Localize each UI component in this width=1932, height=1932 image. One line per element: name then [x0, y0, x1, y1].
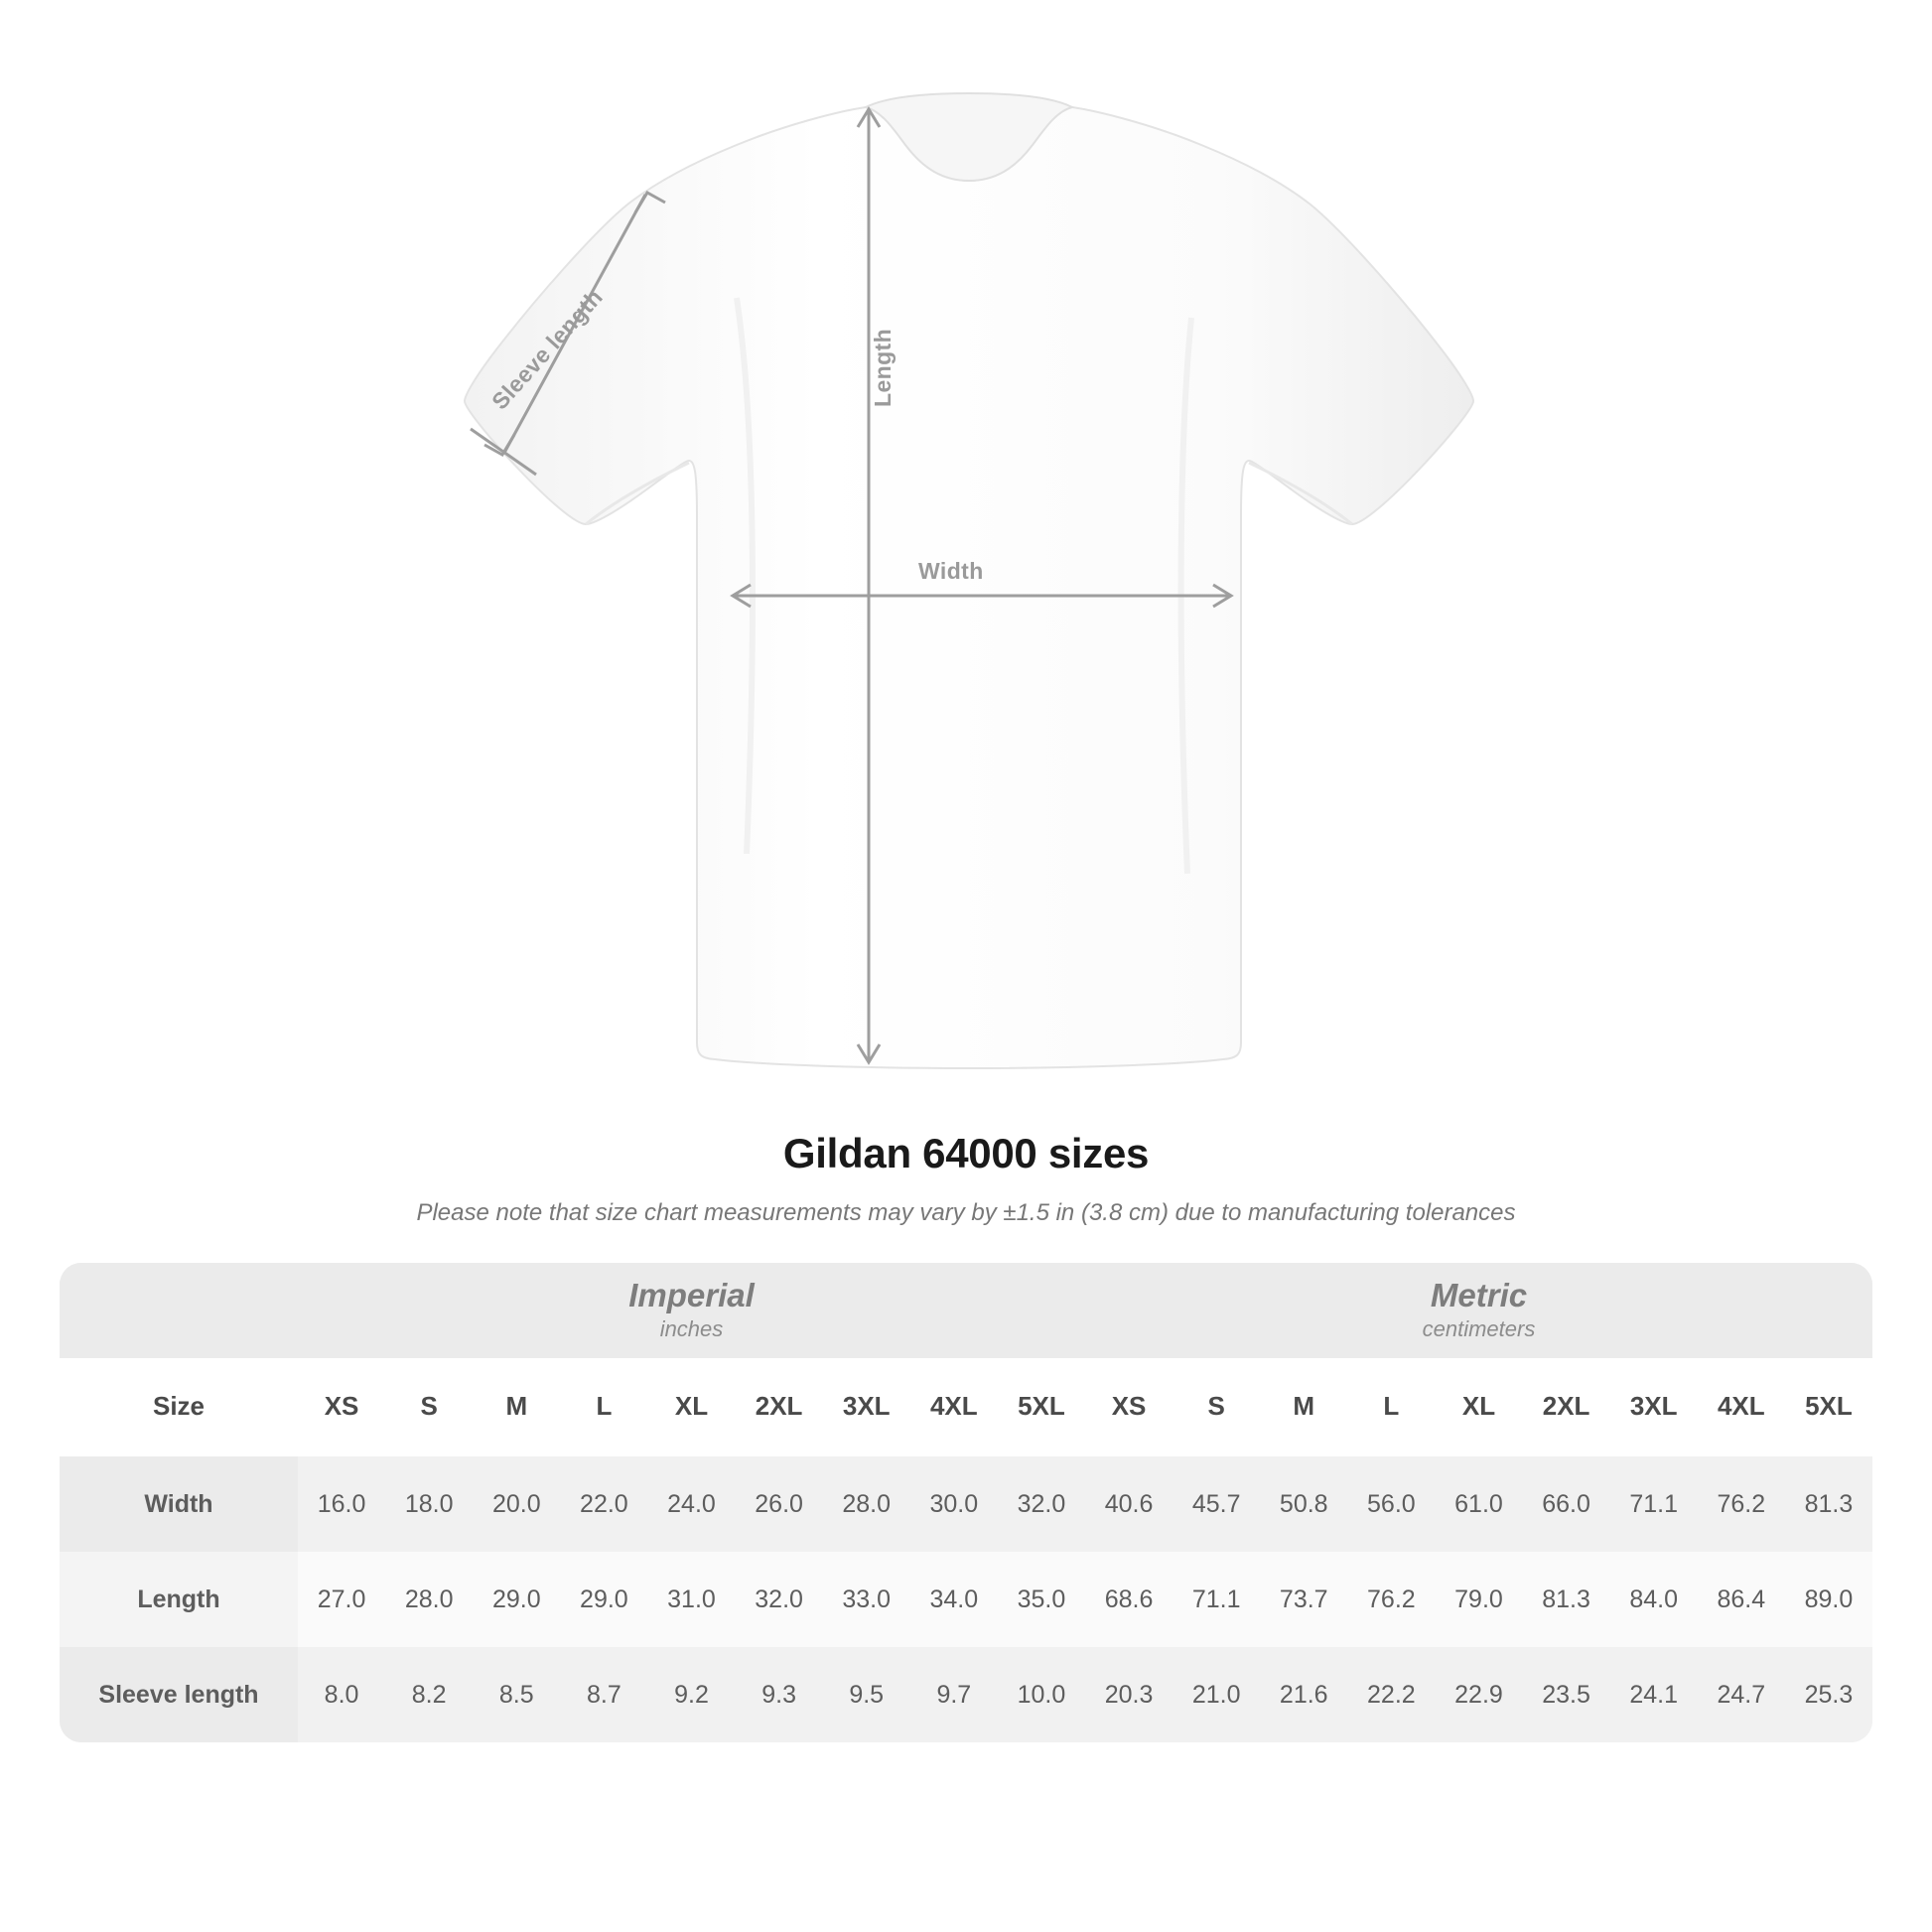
- table-row: [60, 1455, 1872, 1553]
- measurement-cell: 27.0: [298, 1552, 385, 1647]
- measurement-cell: 30.0: [910, 1455, 998, 1553]
- measurement-cell: 16.0: [298, 1455, 385, 1553]
- table-system-header-row: [60, 1263, 1872, 1358]
- size-header-cell: 2XL: [1523, 1358, 1610, 1455]
- table-row: [60, 1552, 1872, 1647]
- measurement-cell: 86.4: [1698, 1552, 1785, 1647]
- measurement-cell: 81.3: [1523, 1552, 1610, 1647]
- measurement-cell: 21.0: [1173, 1647, 1260, 1742]
- measurement-cell: 22.2: [1347, 1647, 1435, 1742]
- measurement-cell: 33.0: [823, 1552, 910, 1647]
- measurement-cell: 34.0: [910, 1552, 998, 1647]
- measurement-cell: 22.0: [560, 1455, 647, 1553]
- measurement-cell: 18.0: [385, 1455, 473, 1553]
- table-row: [60, 1647, 1872, 1742]
- size-header-cell: M: [473, 1358, 560, 1455]
- measurement-cell: 9.5: [823, 1647, 910, 1742]
- measurement-cell: 8.2: [385, 1647, 473, 1742]
- measurement-cell: 68.6: [1085, 1552, 1173, 1647]
- measurement-cell: 71.1: [1173, 1552, 1260, 1647]
- unit-system-unit: centimeters: [1422, 1315, 1536, 1341]
- measurement-cell: 8.0: [298, 1647, 385, 1742]
- size-header-cell: 3XL: [823, 1358, 910, 1455]
- measurement-cell: 35.0: [998, 1552, 1085, 1647]
- measurement-cell: 24.1: [1610, 1647, 1698, 1742]
- measurement-cell: 50.8: [1260, 1455, 1347, 1553]
- size-header-cell: S: [385, 1358, 473, 1455]
- measurement-cell: 32.0: [736, 1552, 823, 1647]
- measurement-cell: 20.0: [473, 1455, 560, 1553]
- measurement-cell: 84.0: [1610, 1552, 1698, 1647]
- size-header-cell: L: [1347, 1358, 1435, 1455]
- size-header-cell: 5XL: [1785, 1358, 1872, 1455]
- table-size-header-row: [60, 1358, 1872, 1455]
- size-header-cell: L: [560, 1358, 647, 1455]
- row-label-cell: Width: [60, 1455, 298, 1553]
- size-header-cell: M: [1260, 1358, 1347, 1455]
- size-chart-table: [60, 1263, 1872, 1742]
- measurement-cell: 22.9: [1435, 1647, 1522, 1742]
- measurement-cell: 26.0: [736, 1455, 823, 1553]
- measurement-cell: 9.3: [736, 1647, 823, 1742]
- unit-system-name: Imperial: [628, 1276, 755, 1313]
- table-corner-cell: [60, 1263, 298, 1358]
- measurement-cell: 9.7: [910, 1647, 998, 1742]
- size-header-cell: 4XL: [910, 1358, 998, 1455]
- measurement-cell: 76.2: [1698, 1455, 1785, 1553]
- measurement-cell: 24.7: [1698, 1647, 1785, 1742]
- row-label-cell: Length: [60, 1552, 298, 1647]
- measurement-cell: 28.0: [385, 1552, 473, 1647]
- measurement-cell: 9.2: [647, 1647, 735, 1742]
- measurement-cell: 8.7: [560, 1647, 647, 1742]
- size-table-wrapper: [60, 1263, 1872, 1742]
- unit-system-header: [298, 1263, 1085, 1358]
- length-dimension-label: Length: [870, 328, 896, 407]
- sleeve-length-dimension-label: Sleeve length: [486, 283, 609, 415]
- measurement-cell: 81.3: [1785, 1455, 1872, 1553]
- measurement-cell: 89.0: [1785, 1552, 1872, 1647]
- size-header-cell: XS: [298, 1358, 385, 1455]
- measurement-cell: 25.3: [1785, 1647, 1872, 1742]
- measurement-cell: 71.1: [1610, 1455, 1698, 1553]
- measurement-cell: 32.0: [998, 1455, 1085, 1553]
- size-header-cell: 3XL: [1610, 1358, 1698, 1455]
- measurement-cell: 10.0: [998, 1647, 1085, 1742]
- size-header-cell: XL: [647, 1358, 735, 1455]
- size-header-cell: 5XL: [998, 1358, 1085, 1455]
- unit-system-name: Metric: [1430, 1276, 1528, 1313]
- measurement-cell: 23.5: [1523, 1647, 1610, 1742]
- measurement-cell: 40.6: [1085, 1455, 1173, 1553]
- size-header-cell: XS: [1085, 1358, 1173, 1455]
- tolerance-note: Please note that size chart measurements may vary by ±1.5 in (3.8 cm) due to manufacturing tolerances: [416, 1199, 1516, 1226]
- size-header-cell: S: [1173, 1358, 1260, 1455]
- unit-system-header: [1085, 1263, 1872, 1358]
- page-title: Gildan 64000 sizes: [782, 1130, 1150, 1176]
- measurement-cell: 79.0: [1435, 1552, 1522, 1647]
- size-header-cell: 4XL: [1698, 1358, 1785, 1455]
- size-label-cell: Size: [60, 1358, 298, 1455]
- measurement-cell: 66.0: [1523, 1455, 1610, 1553]
- measurement-cell: 20.3: [1085, 1647, 1173, 1742]
- unit-system-unit: inches: [659, 1315, 724, 1341]
- row-label-cell: Sleeve length: [60, 1647, 298, 1742]
- measurement-cell: 45.7: [1173, 1455, 1260, 1553]
- size-header-cell: 2XL: [736, 1358, 823, 1455]
- size-header-cell: XL: [1435, 1358, 1522, 1455]
- measurement-cell: 29.0: [560, 1552, 647, 1647]
- measurement-cell: 28.0: [823, 1455, 910, 1553]
- measurement-cell: 31.0: [647, 1552, 735, 1647]
- measurement-cell: 29.0: [473, 1552, 560, 1647]
- measurement-cell: 24.0: [647, 1455, 735, 1553]
- measurement-cell: 73.7: [1260, 1552, 1347, 1647]
- measurement-cell: 56.0: [1347, 1455, 1435, 1553]
- measurement-cell: 76.2: [1347, 1552, 1435, 1647]
- measurement-cell: 61.0: [1435, 1455, 1522, 1553]
- measurement-cell: 8.5: [473, 1647, 560, 1742]
- width-dimension-label: Width: [918, 558, 984, 584]
- measurement-cell: 21.6: [1260, 1647, 1347, 1742]
